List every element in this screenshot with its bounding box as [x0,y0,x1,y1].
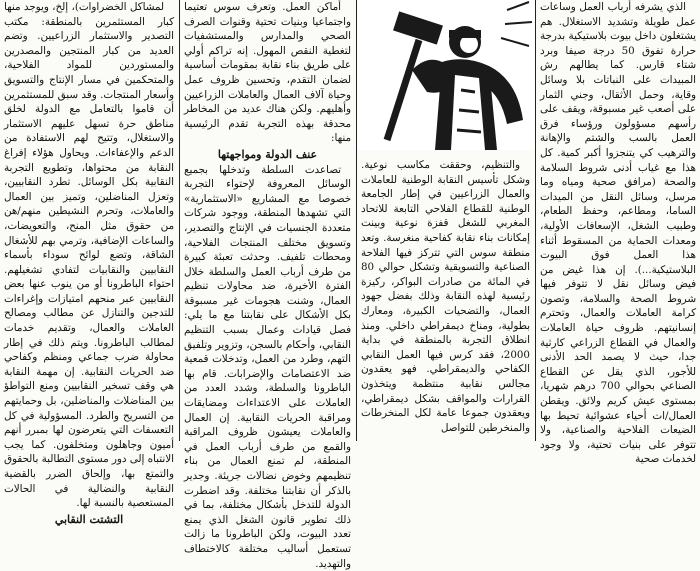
column-divider [179,0,180,441]
section-subheading: التشتت النقابي [54,512,124,526]
worker-illustration [357,0,535,150]
article-column-2 [357,158,534,441]
paragraph: تصاعدت السلطة وتدخلها بجميع الوسائل المعروفة لإحتواء التجربة خصوصا مع المشاريع «الاستثمارية» التي تشهدها المنطقة، ووجود شركات متعددة الجنسيات في الإنتاج والتصدير، وتسويق مختلف المنتجات الفلاحية، ومحطات تلفيف. وحدثت تعبئة كبيرة من طرف أرباب العمل والسلطة خلال الفترة الأخيرة، ضد محاولات تنظيم العمال، وشنت هجومات غير مسبوقة بكل الأشكال على نقابتنا مع ما يلي: فصل قيادات وعمال بسبب التنظيم النقابي، وأحكام بالسجن، وتزوير وتلفيق التهم، وطرد من العمل، وتدخلات قمعية ضد الاعتصامات والإضرابات. قام بها الباطرونا والسلطة، وشدد العدد من العاملات على الاعتداءات ومضايقات ومراقبة الحريات النقابية. إن العمال والعاملات يعيشون ظروف المراقبة والقمع من طرف أرباب العمل في المنطقة، لم تمنع العمال من بناء تنظيمهم وخوض نضالات جريئة. وجدير بالذكر أن نقابتنا مختلفة. وقد اضطرت الدولة للتدخل بأشكال مختلفة، بما في ذلك تطوير قانون الشغل الذي يمنع تعدد البيوت، ولكن الباطرونا ما زالت تستعمل أساليب مختلفة كالاختطاف والتهديد. [184,163,351,570]
paragraph: والتنظيم، وحققت مكاسب نوعية. وشكل تأسيس النقابة الوطنية للعاملات والعمال الزراعيين في إطار الجامعة الوطنية للقطاع الفلاحي التابعة للاتحاد المغربي للشغل قفزة نوعية وبينت إمكانات بناء نقابة كفاحية منغرسة. وتعد منطقة سوس التي تتركز فيها الفلاحة الصناعية والتسويقية وتشكل حوالي 80 في المائة من صادرات البواكر، ركيزة رئيسية لهذه النقابة وذلك بفضل جهود العمال، والتضحيات الكبيرة، ومعارك بطولية، ومناخ ديمقراطي داخلي. ومنذ انطلاق التجربة بالمنطقة في بداية 2000، فقد كرس فيها العمل النقابي الكفاحي والديمقراطي. فهو يعقدون مجالس نقابية منتظمة ويتخذون القرارات والمواقف بشكل ديمقراطي، ويعقدون جموعا عامة لكل المنخرطات والمنخرطين للتواصل [361,159,530,434]
paragraph: أماكن العمل. وتعرف سوس تعتيما واجتماعيا وبنيات تحتية وقنوات الصرف الصحي والمدارس والمستشفيات لتغطية النقص المهول. إنه تراكم أولي على طريق بناء نقابة بمقومات أساسية لضمان التقدم، وتحسين ظروف عمل وحياة آلاف العمال والعاملات الزراعيين وأهليهم. ولكن هناك عديد من المخاطر محدقة بهذه التجربة تقدم الرئيسية منها: [184,1,351,145]
paragraph: الذي يشرفه أرباب العمل وساعات عمل طويلة وتشديد الاستغلال. هم يشتغلون داخل بيوت بلاستيكية بدرجة حرارة تفوق 50 درجة صيفا وبرد شتاء قارس. كما يطالهم رش المبيدات على النباتات بلا وسائل وقاية، وحمل الأثقال، وجني الثمار على أصعب غير مسبوقة، ويقف على رأسهم مسؤولون ورؤساء فرق العمل بالسب والشتم والإهانة والترهيب كي يتنجزوا أكبر كمية. كل هذا مع غياب أدنى شروط السلامة والصحة (مرافق صحية ومياه وما مرسل، وسائل النقل من الميدات الساما، ومطاعم، وحفظ الطعام، وطبيب الشغل، الإسعافات الأولية، ومعدات الحماية من المسقوط أثناء هذا العمل فوق البيوت البلاستيكية...). إن هذا غيض من فيض وسائل نقل لا تتوفر فيها شروط الصحة والسلامة، وتصون كرامة العاملات والعمال، وتحترم إنسانيتهم. ظروف حياة العاملات والعمال في القطاع الزراعي كارثية جدا، حيث لا يصمد الحد الأدنى للأجور، الذي يقل عن القطاع الصناعي بحوالي 700 درهم شهريا، بمستوى عيش كريم ولائق. ويقطن العمال/ات أحياء عشوائية تحيط بها الضيعات الفلاحية والصناعية، ولا تتوفر على بنيات تحتية، ولا وجود لخدمات صحية [540,1,696,466]
article-column-4 [0,0,178,526]
article-column-3 [180,0,355,570]
column-divider [535,0,536,441]
raised-fist-worker-icon [357,0,535,150]
column-divider [356,0,357,441]
paragraph: لمشاكل الخضراوات)، إلخ، ويوجد منها كبار المستثمرين بالمنطقة: مكتب التصدير والاستثمار الزراعيين. وتضم العديد من كبار المنتجين والمصدرين والمستوردين للمواد الفلاحية، والمتحكمين في مسار الإنتاج والتسويق وأسعار المنتجات. وقد سبق للمستثمرين أن قاموا بالتعامل مع الدولة لخلق مناطق حرة تسهل عليهم الاستثمار والاستغلال، وتتيح لهم الاستفادة من الدعم والإعفاءات. ويحاول هؤلاء إفراغ النقابة من محتواها، وتطويع التجربة النقابية بكل الوسائل. تطرد النقابيين، وتعزل المناضلين، وتميز بين العمال والعاملات، وتحرم النشيطين منهم/هن من حقوق مثل المنح، والتعويضات، والساعات الإضافية، وترمي بهم للأشغال الشاقة، وتضع لوائح سوداء بأسماء النقابيين والنقابيات لتفادي تشغيلهم. احتواء الباطرونا أو من ينوب عنها بعض النقابيين عبر منحهم امتيازات وإغراءات للتدجين والتنازل عن مطالب ومصالح العاملات والعمال، وتقديم خدمات لمطالب الباطرونا. ويتم ذلك في إطار محاولة ضرب جماعي ومنظم وكفاحي ضد الحريات النقابية. إن مهمة النقابة هي وقف تسخير النقابيين ومنع التواطؤ بين المناضلات والمناضلين، بل وحمايتهم من التسريح والطرد. المسؤولية في كل التعسفات التي يتعرضون لها بمبرر أنهم أميون وجاهلون ومتخلفون. كما يجب الانتباه إلى دور مستوى التطالبة بالحقوق والتمتع بها، وإلحاق الضرر بالقضية النقابية والنضالية في الحالات المستعصية بالنسبة لها. [4,1,174,510]
section-subheading: عنف الدولة ومواجهتها [217,147,318,161]
article-column-1 [536,0,700,466]
